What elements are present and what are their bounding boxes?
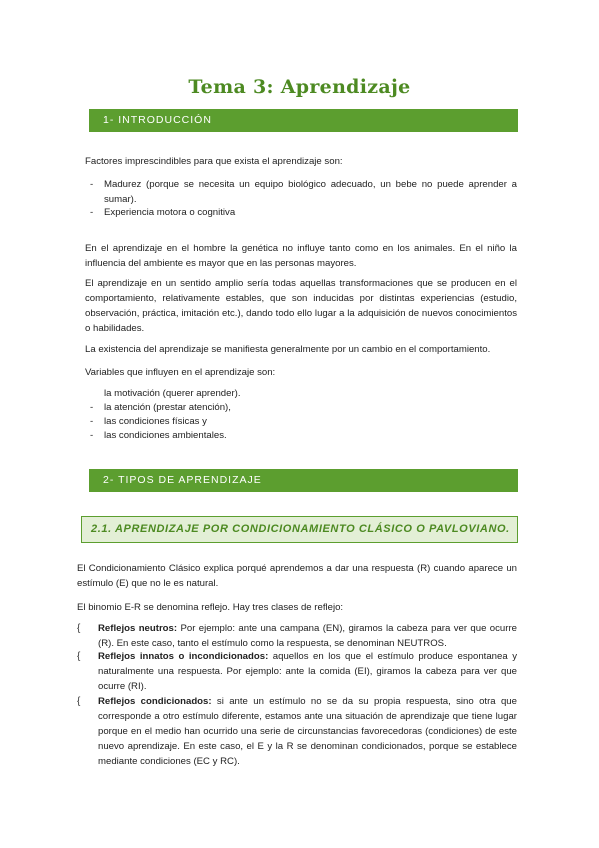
list-item-motivacion: la motivación (querer aprender). [104, 388, 241, 399]
reflex-description: si ante un estímulo no se da su propia respuesta, sino otra que corresponde a otro estímulo diferente, estamos ante una situación de aprendizaje que tiene lugar porque en el medio han ocurrido una serie de circunstancias favorecedoras (condiciones) de este nuevo aprendizaje. En este caso, el E y la R se denominan condicionados, porque se establece mediante condiciones (EC y RC). [98, 696, 517, 767]
list-dash: - [90, 402, 94, 413]
paragraph-binomio: El binomio E-R se denomina reflejo. Hay tres clases de reflejo: [77, 602, 344, 613]
paragraph-existencia: La existencia del aprendizaje se manifiesta generalmente por un cambio en el comportamiento. [85, 344, 491, 355]
page-title: Tema 3: Aprendizaje [188, 76, 411, 98]
list-dash: - [90, 207, 94, 218]
bullet-marker: { [77, 696, 81, 707]
reflex-term: Reflejos condicionados: [98, 696, 212, 707]
list-item-condiciones-fisicas: las condiciones físicas y [104, 416, 207, 427]
section-heading-tipos: 2- TIPOS DE APRENDIZAJE [89, 469, 518, 492]
reflex-term: Reflejos innatos o incondicionados: [98, 651, 269, 662]
bullet-marker: { [77, 651, 81, 662]
bullet-marker: { [77, 623, 81, 634]
list-item-condiciones-ambientales: las condiciones ambientales. [104, 430, 227, 441]
variables-intro: Variables que influyen en el aprendizaje son: [85, 367, 276, 378]
factors-intro: Factores imprescindibles para que exista el aprendizaje son: [85, 156, 343, 167]
list-dash: - [90, 416, 94, 427]
reflex-item-condicionados [98, 694, 517, 769]
list-item-experiencia: Experiencia motora o cognitiva [104, 207, 236, 218]
list-item-madurez: Madurez (porque se necesita un equipo biológico adecuado, un bebe no puede aprender a sumar). [104, 179, 517, 205]
subsection-heading-condicionamiento-clasico: 2.1. APRENDIZAJE POR CONDICIONAMIENTO CLÁSICO O PAVLOVIANO. [81, 516, 518, 543]
reflex-description: aquellos en los que el estímulo produce espontanea y naturalmente una respuesta. Por ejemplo: ante la comida (EI), giramos la cabeza para ver que ocurre (RI). [98, 651, 517, 692]
reflex-item-neutros [98, 621, 517, 651]
reflex-term: Reflejos neutros: [98, 623, 178, 634]
paragraph-definicion: El aprendizaje en un sentido amplio sería todas aquellas transformaciones que se producen en el comportamiento, relativamente estables, que son inducidas por distintas experiencias (estudio, observación, práctica, imitación etc.), dando todo ello lugar a la adquisición de nuevos conocimientos o habilidades. [85, 278, 517, 334]
reflex-description: Por ejemplo: ante una campana (EN), giramos la cabeza para ver que ocurre (R). En este caso, tanto el estímulo como la respuesta, se denominan NEUTROS. [98, 623, 517, 649]
paragraph-genetica: En el aprendizaje en el hombre la genética no influye tanto como en los animales. En el niño la influencia del ambiente es mayor que en las personas mayores. [85, 243, 517, 269]
section-heading-introduccion: 1- INTRODUCCIÓN [89, 109, 518, 132]
reflex-item-innatos [98, 649, 517, 694]
list-dash: - [90, 179, 94, 190]
list-dash: - [90, 430, 94, 441]
list-item-atencion: la atención (prestar atención), [104, 402, 231, 413]
paragraph-condicionamiento: El Condicionamiento Clásico explica porqué aprendemos a dar una respuesta (R) cuando aparece un estímulo (E) que no le es natural. [77, 563, 517, 589]
